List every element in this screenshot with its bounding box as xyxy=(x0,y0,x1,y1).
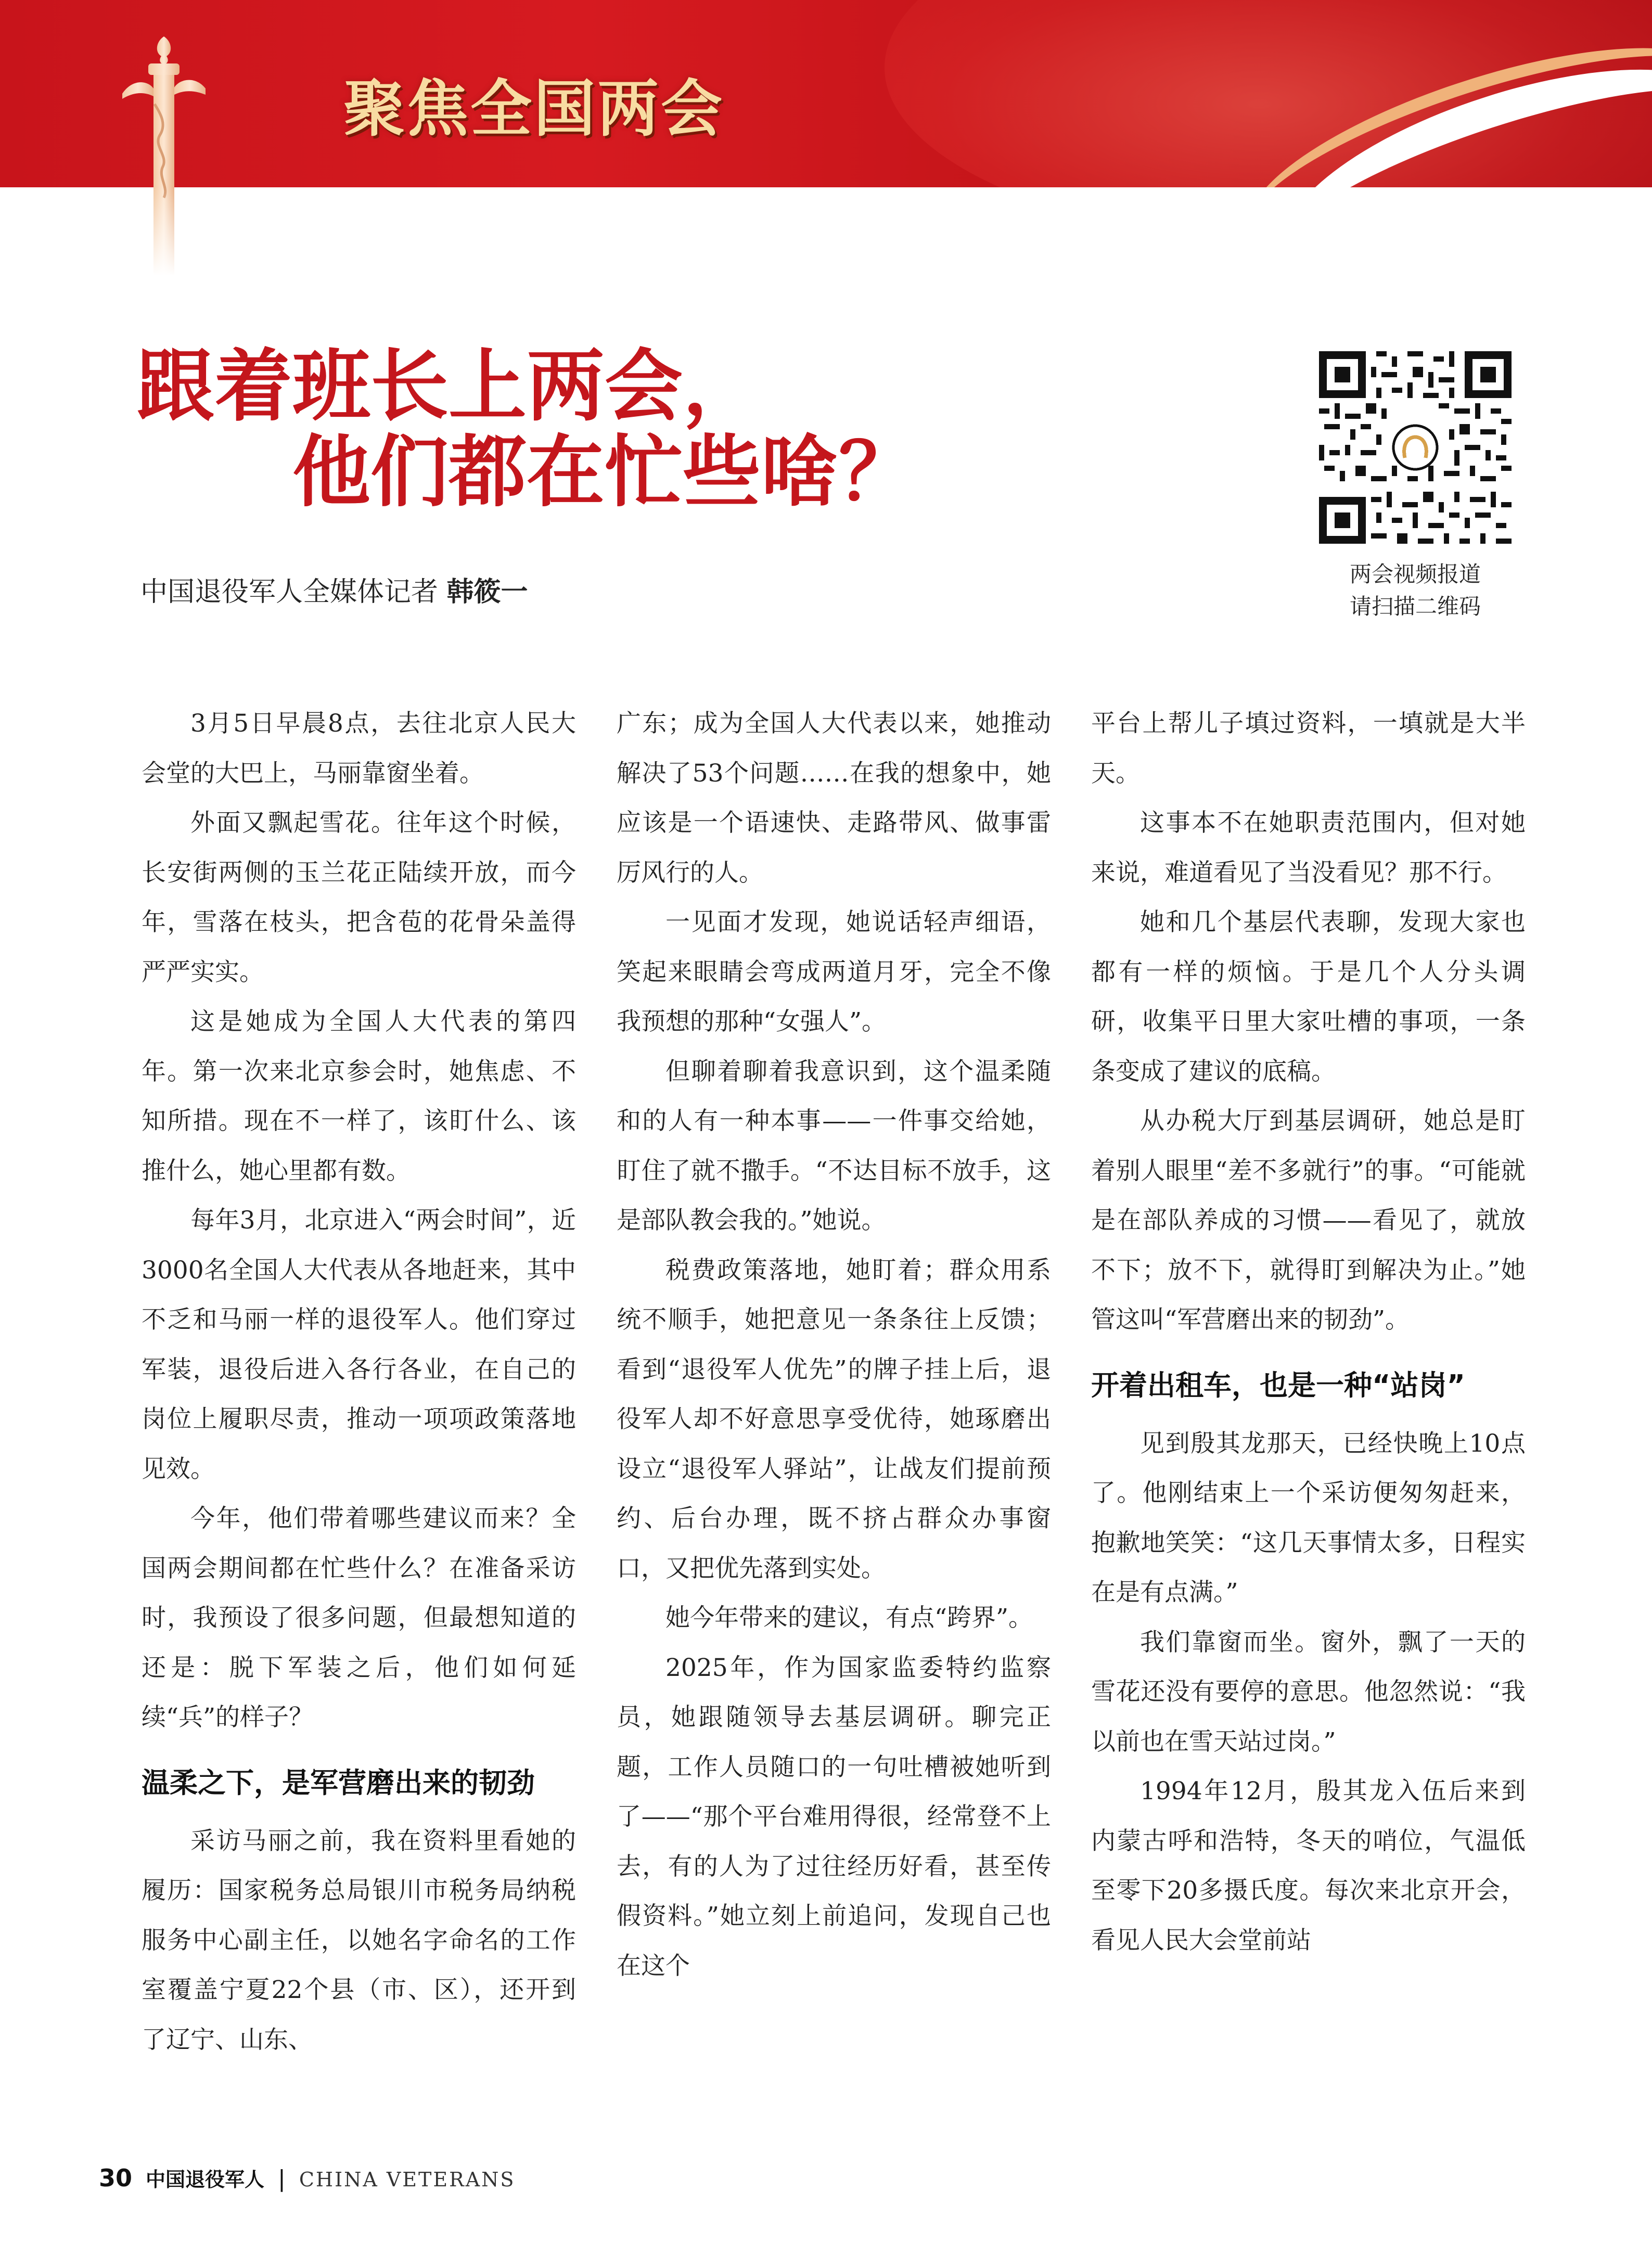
paragraph: 1994年12月，殷其龙入伍后来到内蒙古呼和浩特，冬天的哨位，气温低至零下20多摄氏度。每次来北京开会，看见人民大会堂前站 xyxy=(1091,1777,1526,1955)
article-column-2 xyxy=(617,699,1051,1991)
section-heading: 开着出租车，也是一种“站岗” xyxy=(1091,1368,1465,1402)
magazine-name: 中国退役军人 xyxy=(146,2168,265,2191)
headline-line-2: 他们都在忙些啥？ xyxy=(292,426,917,518)
byline-prefix: 中国退役军人全媒体记者 xyxy=(140,576,439,608)
qr-caption-line-1: 两会视频报道 xyxy=(1349,561,1481,587)
paragraph: 3月5日早晨8点，去往北京人民大会堂的大巴上，马丽靠窗坐着。 xyxy=(142,709,576,788)
headline-line-1: 跟着班长上两会， xyxy=(136,340,761,432)
byline xyxy=(140,570,528,609)
paragraph: 她今年带来的建议，有点“跨界”。 xyxy=(665,1604,1033,1632)
paragraph: 税费政策落地，她盯着；群众用系统不顺手，她把意见一条条往上反馈；看到“退役军人优先”的牌子挂上后，退役军人却不好意思享受优待，她琢磨出设立“退役军人驿站”，让战友们提前预约、后台办理，既不挤占群众办事窗口，又把优先落到实处。 xyxy=(617,1255,1051,1583)
headline xyxy=(136,340,917,518)
paragraph: 从办税大厅到基层调研，她总是盯着别人眼里“差不多就行”的事。“可能就是在部队养成的习惯——看见了，就放不下；放不下，就得盯到解决为止。”她管这叫“军营磨出来的韧劲”。 xyxy=(1091,1107,1526,1334)
paragraph: 她和几个基层代表聊，发现大家也都有一样的烦恼。于是几个人分头调研，收集平日里大家吐槽的事项，一条条变成了建议的底稿。 xyxy=(1091,908,1526,1086)
paragraph: 今年，他们带着哪些建议而来？全国两会期间都在忙些什么？在准备采访时，我预设了很多问题，但最想知道的还是：脱下军装之后，他们如何延续“兵”的样子？ xyxy=(142,1504,576,1732)
paragraph: 一见面才发现，她说话轻声细语，笑起来眼睛会弯成两道月牙，完全不像我预想的那种“女强人”。 xyxy=(617,908,1051,1036)
paragraph: 采访马丽之前，我在资料里看她的履历：国家税务总局银川市税务局纳税服务中心副主任，以她名字命名的工作室覆盖宁夏22个县（市、区），还开到了辽宁、山东、 xyxy=(142,1826,576,2054)
top-banner xyxy=(0,0,1652,187)
article-column-3 xyxy=(1091,699,1526,1965)
paragraph: 这是她成为全国人大代表的第四年。第一次来北京参会时，她焦虑、不知所措。现在不一样了，该盯什么、该推什么，她心里都有数。 xyxy=(142,1007,576,1185)
article-column-1 xyxy=(142,699,576,2065)
section-heading: 温柔之下，是军营磨出来的韧劲 xyxy=(142,1766,535,1799)
paragraph: 平台上帮儿子填过资料，一填就是大半天。 xyxy=(1091,709,1526,788)
paragraph: 但聊着聊着我意识到，这个温柔随和的人有一种本事——一件事交给她，盯住了就不撒手。“不达目标不放手，这是部队教会我的。”她说。 xyxy=(617,1057,1051,1235)
qr-caption xyxy=(1275,558,1556,623)
paragraph: 广东；成为全国人大代表以来，她推动解决了53个问题……在我的想象中，她应该是一个语速快、走路带风、做事雷厉风行的人。 xyxy=(617,709,1051,887)
page-number: 30 xyxy=(99,2164,133,2192)
paragraph: 见到殷其龙那天，已经快晚上10点了。他刚结束上一个采访便匆匆赶来，抱歉地笑笑：“这几天事情太多，日程实在是有点满。” xyxy=(1091,1429,1526,1607)
huabiao-column-icon xyxy=(112,31,216,276)
qr-caption-line-2: 请扫描二维码 xyxy=(1349,594,1481,619)
qr-code-icon[interactable] xyxy=(1319,351,1512,544)
paragraph: 外面又飘起雪花。往年这个时候，长安街两侧的玉兰花正陆续开放，而今年，雪落在枝头，把含苞的花骨朵盖得严严实实。 xyxy=(142,809,576,987)
page-footer xyxy=(99,2163,515,2200)
paragraph: 2025年，作为国家监委特约监察员，她跟随领导去基层调研。聊完正题，工作人员随口的一句吐槽被她听到了——“那个平台难用得很，经常登不上去，有的人为了过往经历好看，甚至传假资料。”她立刻上前追问，发现自己也在这个 xyxy=(617,1653,1051,1980)
byline-author: 韩筱一 xyxy=(446,576,528,608)
paragraph: 这事本不在她职责范围内，但对她来说，难道看见了当没看见？那不行。 xyxy=(1091,809,1526,887)
magazine-name-english: CHINA VETERANS xyxy=(299,2168,516,2191)
paragraph: 每年3月，北京进入“两会时间”，近3000名全国人大代表从各地赶来，其中不乏和马丽一样的退役军人。他们穿过军装，退役后进入各行各业，在自己的岗位上履职尽责，推动一项项政策落地见效。 xyxy=(142,1206,576,1483)
footer-separator: | xyxy=(278,2166,286,2192)
section-title: 聚焦全国两会 xyxy=(343,73,725,145)
paragraph: 我们靠窗而坐。窗外，飘了一天的雪花还没有要停的意思。他忽然说：“我以前也在雪天站过岗。” xyxy=(1091,1628,1526,1756)
